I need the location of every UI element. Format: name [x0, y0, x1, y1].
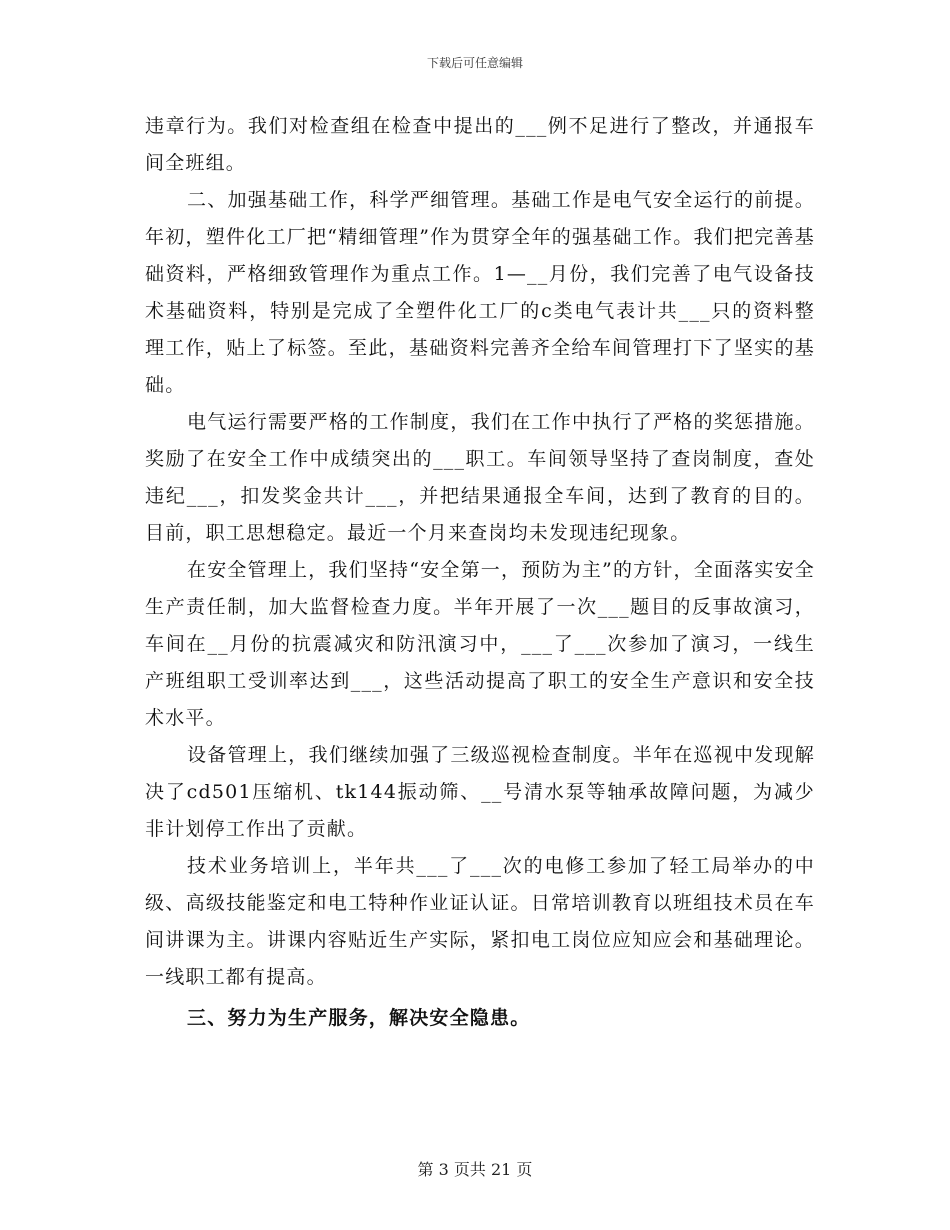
paragraph-basic-work: 二、加强基础工作，科学严细管理。基础工作是电气安全运行的前提。年初，塑件化工厂把“精细管理”作为贯穿全年的强基础工作。我们把完善基础资料，严格细致管理作为重点工作。1—__月份，我们完善了电气设备技术基础资料，特别是完成了全塑件化工厂的c类电气表计共___只的资料整理工作，贴上了标签。至此，基础资料完善齐全给车间管理打下了坚实的基础。: [145, 189, 815, 396]
paragraph-technical-training: 技术业务培训上，半年共___了___次的电修工参加了轻工局举办的中级、高级技能鉴定和电工特种作业证认证。日常培训教育以班组技术员在车间讲课为主。讲课内容贴近生产实际，紧扣电工岗位应知应会和基础理论。一线职工都有提高。: [145, 855, 815, 988]
paragraph-equipment-management: 设备管理上，我们继续加强了三级巡视检查制度。半年在巡视中发现解决了cd501压缩机、tk144振动筛、__号清水泵等轴承故障问题，为减少非计划停工作出了贡献。: [145, 744, 815, 840]
section-heading-3: 三、努力为生产服务，解决安全隐患。: [187, 1007, 531, 1029]
document-body: [145, 108, 815, 1037]
paragraph-work-system: 电气运行需要严格的工作制度，我们在工作中执行了严格的奖惩措施。奖励了在安全工作中成绩突出的___职工。车间领导坚持了查岗制度，查处违纪___，扣发奖金共计___，并把结果通报全车间，达到了教育的目的。目前，职工思想稳定。最近一个月来查岗均未发现违纪现象。: [145, 411, 815, 544]
paragraph-safety-management: 在安全管理上，我们坚持“安全第一，预防为主”的方针，全面落实安全生产责任制，加大监督检查力度。半年开展了一次___题目的反事故演习，车间在__月份的抗震减灾和防汛演习中，___了___次参加了演习，一线生产班组职工受训率达到___，这些活动提高了职工的安全生产意识和安全技术水平。: [145, 559, 815, 729]
paragraph-continuation: 违章行为。我们对检查组在检查中提出的___例不足进行了整改，并通报车间全班组。: [145, 115, 815, 174]
page-number: 第 3 页共 21 页: [417, 1160, 533, 1179]
page-header: 下载后可任意编辑: [426, 56, 523, 70]
